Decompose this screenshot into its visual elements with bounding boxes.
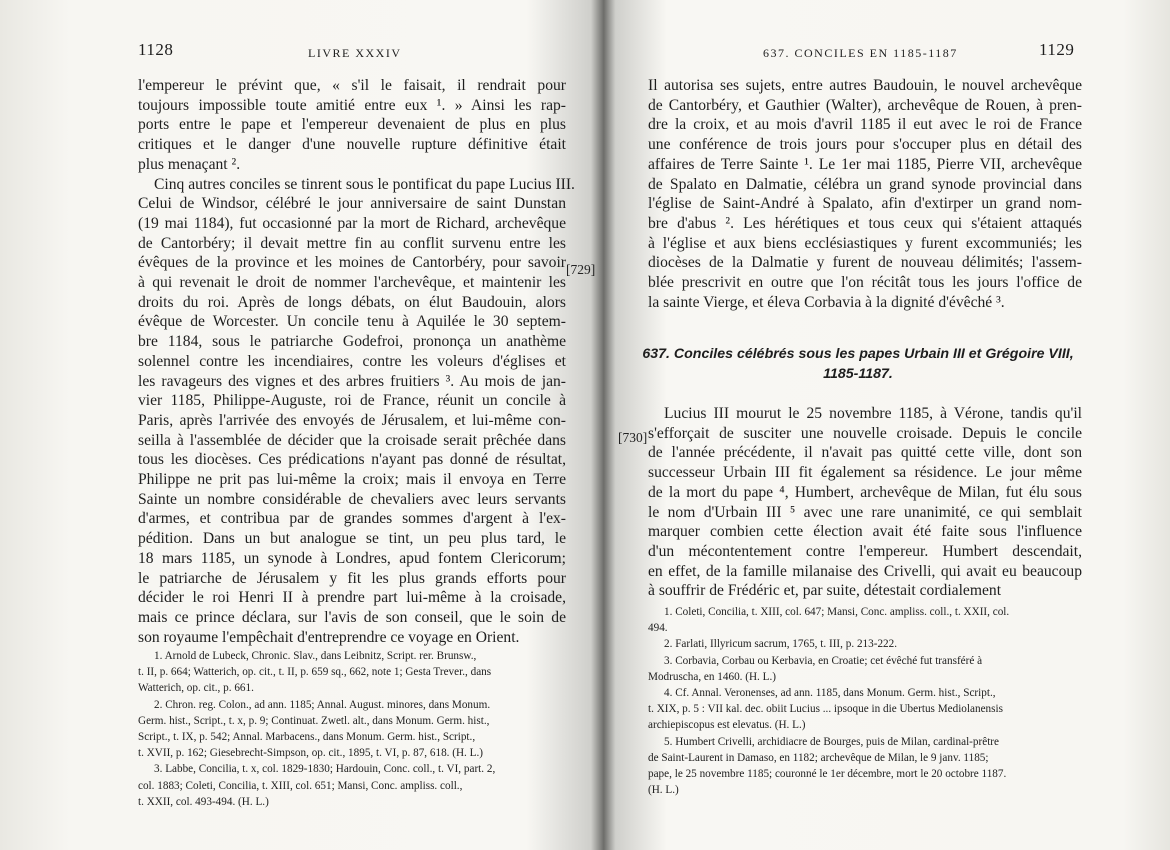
text-line: d'armes, et contribua par de grandes sommes d'argent à l'ex- — [138, 510, 566, 528]
page-number: 1129 — [1039, 40, 1075, 59]
text-line: évêques de la province et les moines de Cantorbéry, pour savoir — [138, 254, 566, 272]
footnote-line: 5. Humbert Crivelli, archidiacre de Bourges, puis de Milan, cardinal-prêtre — [664, 735, 999, 748]
text-line: pédition. Dans un but analogue se tint, un peu plus tard, le — [138, 530, 566, 548]
text-line: toujours impossible toute amitié entre eux ¹. » Ainsi les rap- — [138, 96, 566, 114]
footnote-line: pape, le 25 novembre 1185; couronné le 1er décembre, mort le 20 octobre 1187. — [648, 768, 1007, 781]
text-line: Philippe ne prit pas lui-même la croix; mais il envoya en Terre — [138, 471, 566, 489]
footnote-line: t. XIX, p. 5 : VII kal. dec. obiit Lucius ... ipsoque in die Ubertus Mediolanensis — [648, 703, 1003, 716]
footnote-line: col. 1883; Coleti, Concilia, t. XIII, col. 651; Mansi, Conc. ampliss. coll., — [138, 779, 463, 792]
section-title — [633, 344, 1083, 384]
text-line: Paris, après l'arrivée des envoyés de Jérusalem, et lui-même con- — [138, 411, 566, 429]
text-line: de la mort du pape ⁴, Humbert, archevêque de Milan, fut élu sous — [648, 483, 1082, 501]
text-line: d'un mécontentement contre l'empereur. Humbert descendait, — [648, 542, 1082, 560]
text-line: tous les diocèses. Ces prédications n'ayant pas donné de résultat, — [138, 451, 566, 469]
text-line: affaires de Terre Sainte ¹. Le 1er mai 1185, Pierre VII, archevêque — [648, 155, 1082, 173]
text-line: le patriarche de Jérusalem y fit les plus grands efforts pour — [138, 569, 566, 587]
marginal-page-reference: [729] — [566, 262, 596, 277]
text-line: son royaume l'empêchait d'entreprendre ce voyage en Orient. — [138, 628, 520, 646]
text-line: critiques et le danger d'une nouvelle rupture définitive était — [138, 136, 566, 154]
text-line: Sainte un nombre considérable de chevaliers avec leurs servants — [138, 490, 566, 508]
text-line: de Cantorbéry, et Gauthier (Walter), archevêque de Rouen, à pren- — [648, 96, 1082, 114]
text-line: une conférence de trois jours pour s'occuper plus en détail des — [648, 136, 1082, 154]
text-line: droits du roi. Après de longs débats, on élut Baudouin, alors — [138, 293, 566, 311]
body-text-top — [648, 76, 1082, 312]
marginal-page-reference: [730] — [618, 430, 648, 445]
footnote-line: 3. Corbavia, Corbau ou Kerbavia, en Croatie; cet évêché fut transféré à — [664, 654, 983, 667]
text-line: à qui revenait le droit de nommer l'archevêque, et maintenir les — [138, 274, 566, 292]
title-line: 1185-1187. — [823, 366, 893, 382]
text-line: diocèses de la Dalmatie y furent de nouveau délimités; l'assem- — [648, 254, 1082, 272]
footnote-line: (H. L.) — [648, 784, 679, 797]
footnote-line: 3. Labbe, Concilia, t. x, col. 1829-1830; Hardouin, Conc. coll., t. VI, part. 2, — [154, 763, 496, 776]
text-line: ports entre le pape et l'empereur devenaient de plus en plus — [138, 116, 566, 134]
footnote-line: t. II, p. 664; Watterich, op. cit., t. II, p. 659 sq., 662, note 1; Gesta Trever., dans — [138, 666, 492, 679]
text-line: successeur Urbain III fit également sa résidence. Le jour même — [648, 464, 1082, 482]
footnote-line: 2. Farlati, Illyricum sacrum, 1765, t. III, p. 213-222. — [664, 638, 898, 651]
text-line: la sainte Vierge, et éleva Corbavia à la dignité d'évêché ³. — [648, 293, 1005, 311]
text-line: Lucius III mourut le 25 novembre 1185, à Vérone, tandis qu'il — [664, 405, 1082, 422]
text-line: Celui de Windsor, célébré le jour anniversaire de saint Dunstan — [138, 195, 566, 213]
text-line: blée prescrivit en outre que l'on récitât tous les jours l'office de — [648, 274, 1082, 292]
footnotes — [648, 604, 1084, 798]
footnote-line: 1. Arnold de Lubeck, Chronic. Slav., dans Leibnitz, Script. rer. Brunsw., — [154, 650, 477, 662]
text-line: mais ce prince déclara, sur l'avis de son conseil, que le soin de — [138, 608, 566, 626]
footnote-line: t. XXII, col. 493-494. (H. L.) — [138, 795, 269, 808]
footnote-line: 4. Cf. Annal. Veronenses, ad ann. 1185, dans Monum. Germ. hist., Script., — [664, 687, 996, 700]
running-head: 637. CONCILES EN 1185-1187 — [763, 46, 958, 60]
text-line: 18 mars 1185, un synode à Londres, apud fontem Clericorum; — [138, 549, 566, 567]
text-line: marquer combien cette élection avait été faite sous l'influence — [648, 523, 1082, 541]
title-line: 637. Conciles célébrés sous les papes Urbain III et Grégoire VIII, — [642, 346, 1074, 362]
text-line: s'efforçait de susciter une nouvelle croisade. Depuis le concile — [648, 424, 1082, 442]
footnote-line: t. XVII, p. 162; Giesebrecht-Simpson, op. cit., 1895, t. VI, p. 87, 618. (H. L.) — [138, 747, 484, 760]
footnote-line: Script., t. IX, p. 542; Annal. Marbacens., dans Monum. Germ. hist., Script., — [138, 731, 476, 744]
footnote-line: 1. Coleti, Concilia, t. XIII, col. 647; Mansi, Conc. ampliss. coll., t. XXII, col. — [664, 606, 1010, 618]
text-line: de Spalato en Dalmatie, célébra un grand synode provincial dans — [648, 175, 1082, 193]
text-line: décider le roi Henri II à prendre part lui-même à la croisade, — [138, 589, 566, 607]
text-line: à souffrir de Frédéric et, par suite, détestait cordialement — [648, 582, 1002, 600]
footnote-line: Modruscha, en 1460. (H. L.) — [648, 670, 777, 683]
text-line: dre la croix, et au mois d'avril 1185 il eut avec le roi de France — [648, 116, 1082, 134]
text-line: de l'année précédente, il n'avait pas quitté cette ville, dont son — [648, 444, 1082, 462]
footnote-line: archiepiscopus est elevatus. (H. L.) — [648, 719, 806, 732]
text-line: l'empereur le prévint que, « s'il le faisait, il rendrait pour — [138, 77, 566, 94]
footnote-line: Germ. hist., Script., t. x, p. 9; Continuat. Zwetl. alt., dans Monum. Germ. hist., — [138, 714, 490, 727]
text-line: l'église de Saint-André à Spalato, afin d'extirper un grand nom- — [648, 195, 1082, 213]
body-text-bottom — [648, 404, 1082, 601]
footnote-line: de Saint-Laurent in Damaso, en 1182; archevêque de Milan, le 9 janv. 1185; — [648, 751, 989, 764]
running-head: LIVRE XXXIV — [308, 46, 402, 60]
text-line: plus menaçant ². — [138, 155, 241, 173]
footnotes — [138, 648, 568, 810]
footnote-line: Watterich, op. cit., p. 661. — [138, 682, 254, 695]
body-text — [138, 76, 575, 647]
text-line: bre 1184, sous le patriarche Godefroi, prononça un anathème — [138, 333, 566, 351]
text-line: de Cantorbéry; il devait mettre fin au conflit survenu entre les — [138, 234, 566, 252]
text-line: les ravageurs des vignes et des arbres fruitiers ³. Au mois de jan- — [138, 372, 566, 390]
text-line: en effet, de la famille milanaise des Crivelli, qui avait eu beaucoup — [648, 562, 1082, 580]
text-line: solennel contre les incendiaires, contre les voleurs d'églises et — [138, 352, 566, 370]
footnote-line: 494. — [648, 622, 668, 635]
text-line: à l'église et aux biens ecclésiastiques y furent excommuniés; les — [648, 234, 1082, 252]
text-line: (19 mai 1184), fut occasionné par la mort de Richard, archevêque — [138, 214, 566, 232]
text-line: Cinq autres conciles se tinrent sous le pontificat du pape Lucius III. — [154, 175, 575, 193]
right-page — [585, 0, 1170, 850]
text-line: seilla à l'assemblée de décider que la croisade serait prêchée dans — [138, 431, 566, 449]
footnote-line: 2. Chron. reg. Colon., ad ann. 1185; Annal. August. minores, dans Monum. — [154, 698, 491, 711]
text-line: évêque de Worcester. Un concile tenu à Aquilée le 30 septem- — [138, 313, 566, 331]
text-line: le nom d'Urbain III ⁵ avec une rare unanimité, ce qui semblait — [648, 503, 1082, 521]
text-line: Il autorisa ses sujets, entre autres Baudouin, le nouvel archevêque — [648, 77, 1082, 94]
page-number: 1128 — [138, 40, 174, 59]
text-line: vier 1185, Philippe-Auguste, roi de France, réunit un concile à — [138, 392, 566, 410]
text-line: bre d'abus ². Les hérétiques et tous ceux qui s'étaient attaqués — [648, 214, 1082, 232]
